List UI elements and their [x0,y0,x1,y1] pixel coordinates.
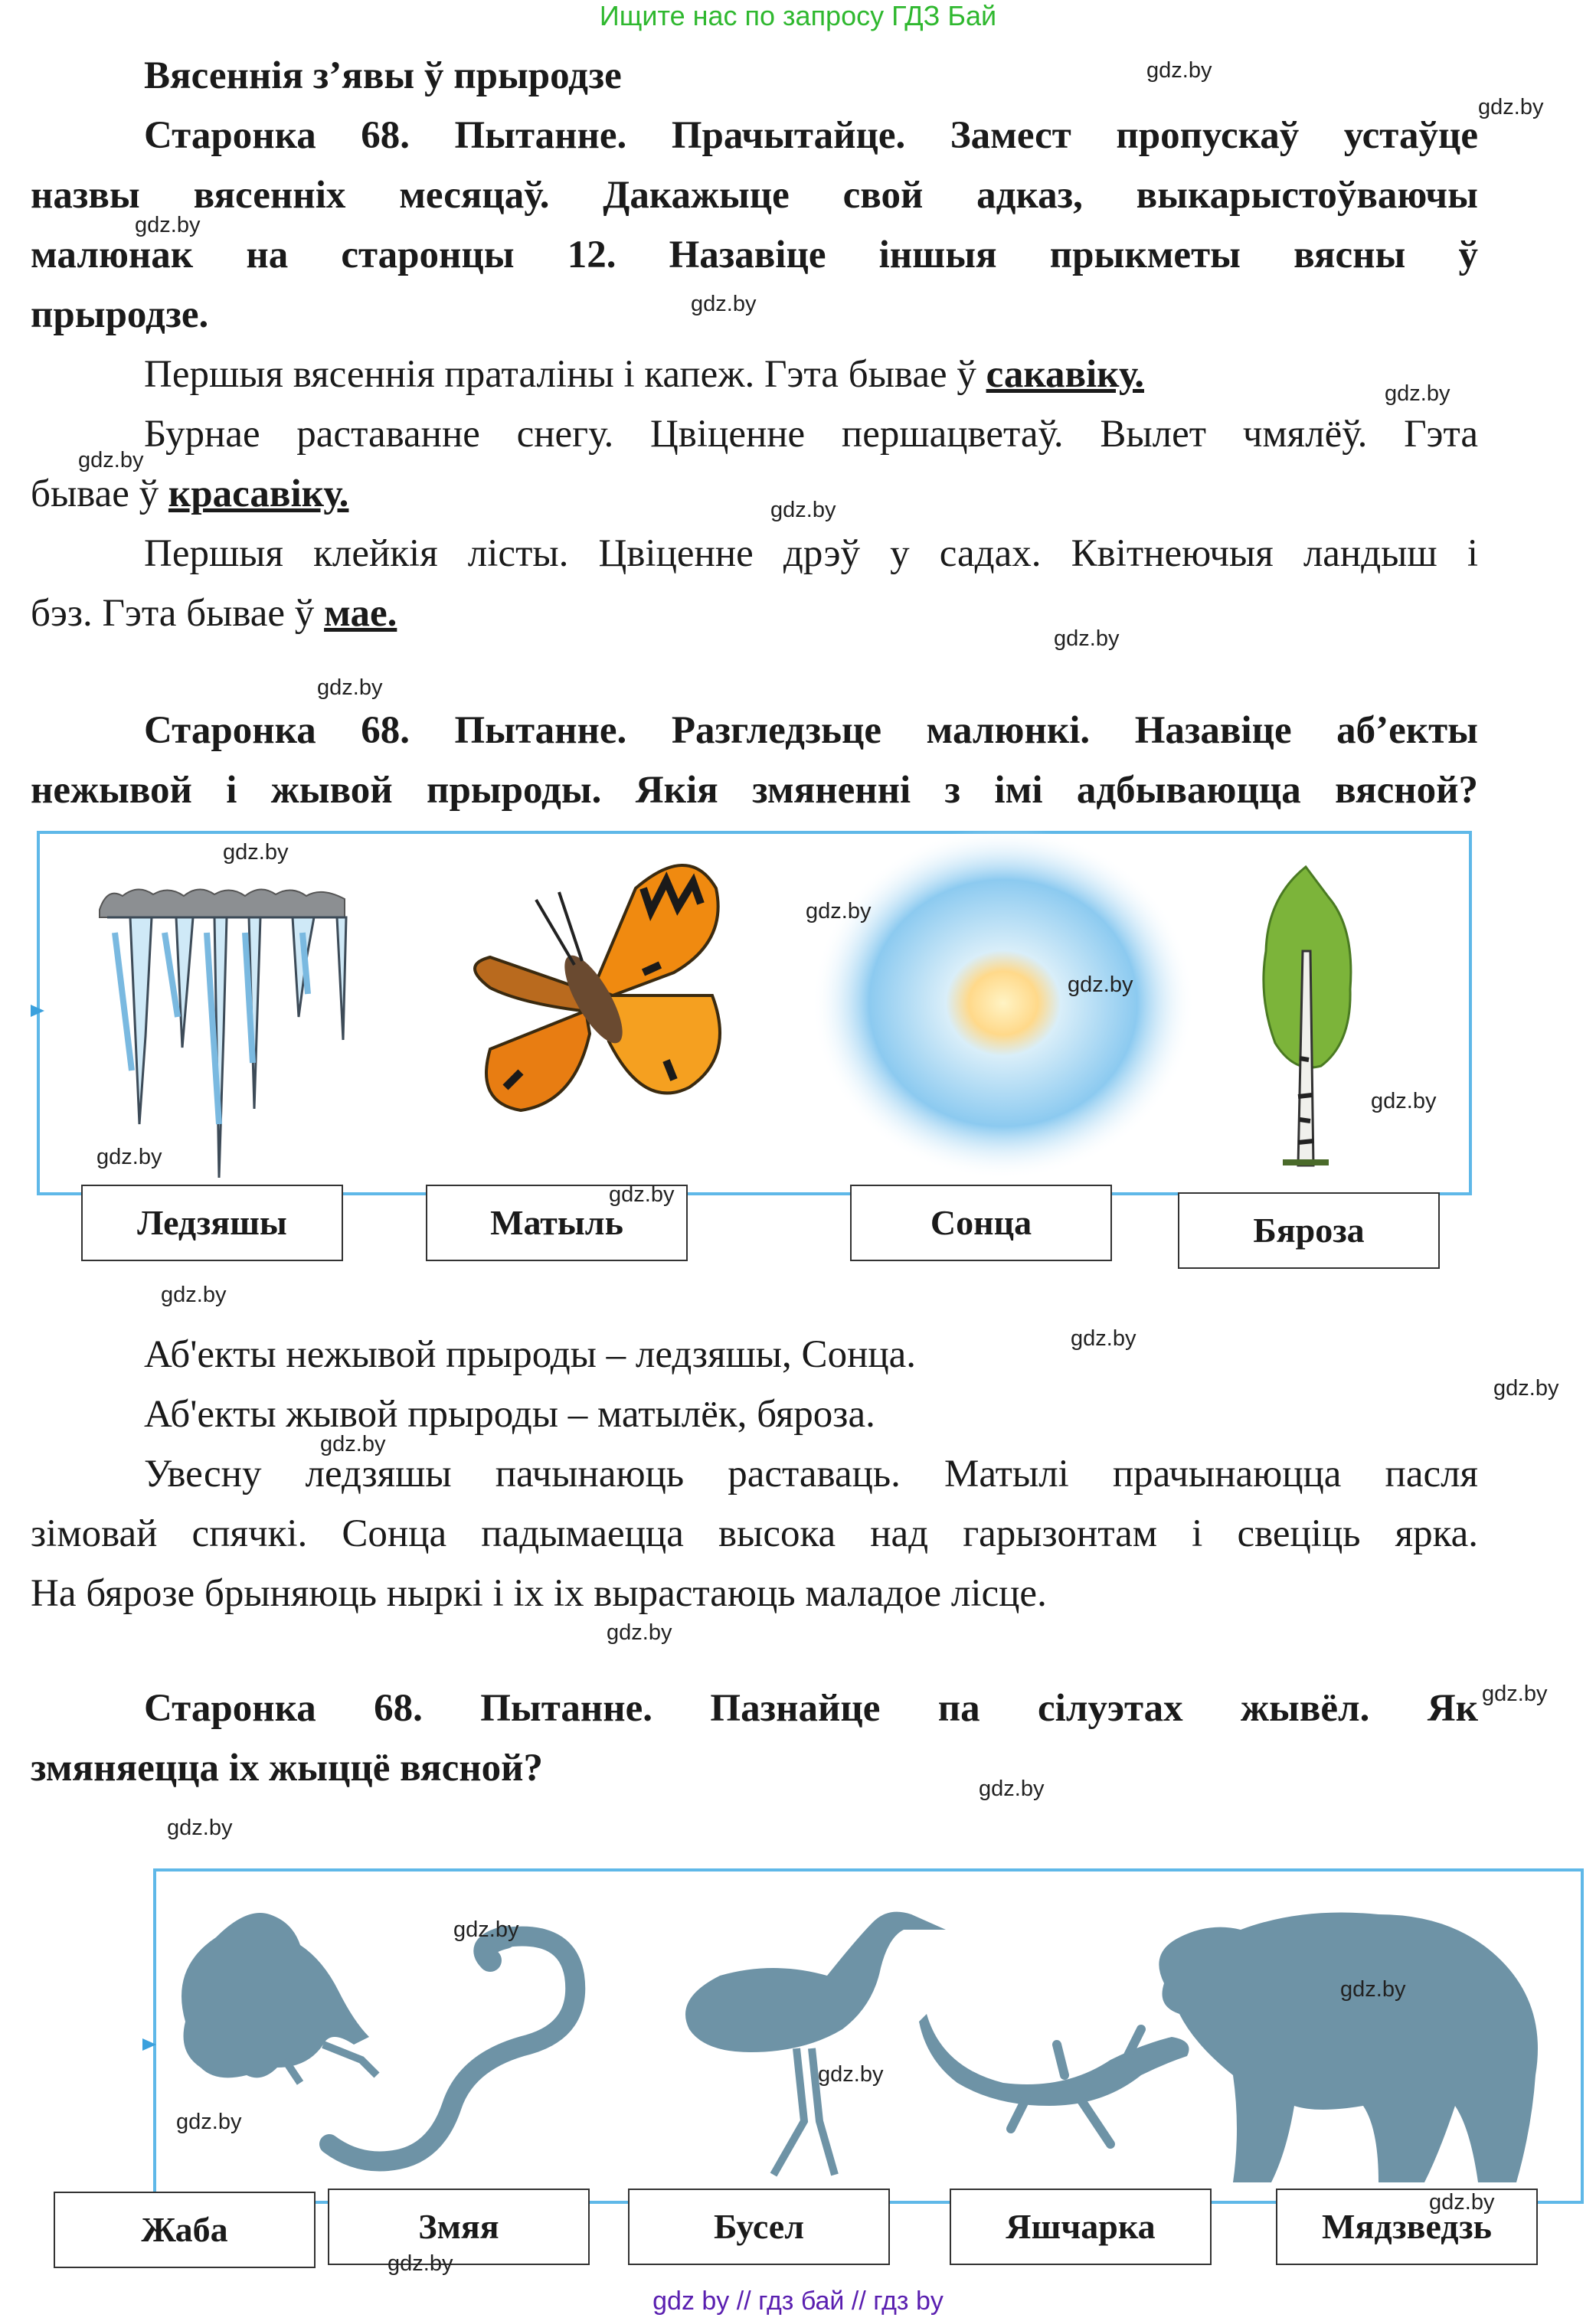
watermark: gdz.by [806,899,872,923]
watermark: gdz.by [1482,1682,1548,1706]
answer-may [31,591,1478,636]
label-sun: Сонца [850,1185,1112,1261]
bear-silhouette [1149,1899,1555,2190]
q1-line-1: Старонка 68. Пытанне. Прачытайце. Замест пропускаў устаўце [144,114,1478,157]
watermark: gdz.by [317,675,383,700]
snake-silhouette [314,1930,605,2190]
header-search-link[interactable]: Ищите нас по запросу ГДЗ Бай [599,0,997,31]
label-butterfly: Матыль [426,1185,688,1261]
watermark: gdz.by [607,1620,672,1645]
watermark: gdz.by [135,213,201,237]
answer-april-text: бывае ў [31,472,159,515]
answer-march-text: Першыя вясеннія праталіны і капеж. Гэта бывае ў [144,353,976,396]
watermark: gdz.by [1340,1977,1406,2002]
q1-line-2: назвы вясенніх месяцаў. Дакажыце свой адказ, выкарыстоўваючы [31,174,1478,217]
watermark: gdz.by [78,448,144,472]
watermark: gdz.by [979,1777,1045,1801]
q2-answer-1: Аб'екты нежывой прыроды – ледзяшы, Сонца. [144,1333,917,1376]
answer-march [144,352,1478,397]
label-birch: Бяроза [1178,1192,1440,1269]
watermark: gdz.by [770,498,836,522]
watermark: gdz.by [1068,973,1133,997]
watermark: gdz.by [1429,2190,1495,2215]
answer-may-word: мае. [324,592,397,635]
q2-answer-5: На бярозе брыняюць ныркі і іх іх вырастаюць маладое лісце. [31,1572,1047,1615]
section-title: Вясеннія з’явы ў прыродзе [144,54,622,97]
label-snake: Змяя [328,2189,590,2265]
watermark: gdz.by [320,1432,386,1456]
watermark: gdz.by [1054,626,1120,651]
watermark: gdz.by [453,1917,519,1942]
watermark: gdz.by [223,840,289,865]
answer-may-line-1: Першыя клейкія лісты. Цвіценне дрэў у садах. Квітнеючыя ландыш і [144,532,1478,575]
silhouettes-arrow-icon [142,2038,156,2051]
stork-silhouette [659,1891,950,2182]
watermark: gdz.by [1385,381,1450,406]
q2-answer-4: зімовай спячкі. Сонца падымаецца высока над гарызонтам і свеціць ярка. [31,1512,1478,1555]
watermark: gdz.by [1371,1089,1437,1113]
label-bear: Мядзведзь [1276,2189,1538,2265]
answer-march-word: сакавіку. [986,353,1144,396]
watermark: gdz.by [691,292,757,316]
q2-answer-3: Увесну ледзяшы пачынаюць раставаць. Матылі прачынаюцца пасля [144,1453,1478,1496]
watermark: gdz.by [167,1816,233,1840]
q3-line-2: змяняецца іх жыццё вясной? [31,1747,543,1790]
answer-may-text: бэз. Гэта бывае ў [31,592,315,635]
q2-line-2: нежывой і жывой прыроды. Якія змяненні з імі адбываюцца вясной? [31,769,1478,812]
watermark: gdz.by [1493,1376,1559,1401]
icicles-image [92,879,352,1170]
q1-line-3: малюнак на старонцы 12. Назавіце іншыя прыкметы вясны ў [31,234,1478,276]
q2-line-1: Старонка 68. Пытанне. Разгледзьце малюнкі. Назавіце аб’екты [144,709,1478,752]
watermark: gdz.by [818,2062,884,2087]
q2-answer-2: Аб'екты жывой прыроды – матылёк, бяроза. [144,1393,875,1436]
footer-links[interactable]: gdz by // гдз бай // гдз by [652,2287,944,2316]
label-frog: Жаба [54,2192,316,2268]
q3-line-1: Старонка 68. Пытанне. Пазнайце па сілуэтах жывёл. Як [144,1687,1478,1730]
label-lizard: Яшчарка [950,2189,1212,2265]
answer-april-word: красавіку. [168,472,349,515]
watermark: gdz.by [609,1182,675,1207]
watermark: gdz.by [1071,1326,1136,1351]
birch-image [1252,852,1359,1173]
label-stork: Бусел [628,2189,890,2265]
q1-line-4: прыродзе. [31,293,209,336]
answer-april [31,472,1478,516]
watermark: gdz.by [388,2251,453,2276]
watermark: gdz.by [1146,58,1212,83]
butterfly-image [460,858,735,1118]
watermark: gdz.by [1478,95,1544,119]
label-icicles: Ледзяшы [81,1185,343,1261]
watermark: gdz.by [161,1283,227,1307]
answer-april-line-1: Бурнае раставанне снегу. Цвіценне першацветаў. Вылет чмялёў. Гэта [144,413,1478,456]
watermark: gdz.by [176,2110,242,2134]
watermark: gdz.by [96,1145,162,1169]
panel-arrow-icon [31,1005,44,1017]
